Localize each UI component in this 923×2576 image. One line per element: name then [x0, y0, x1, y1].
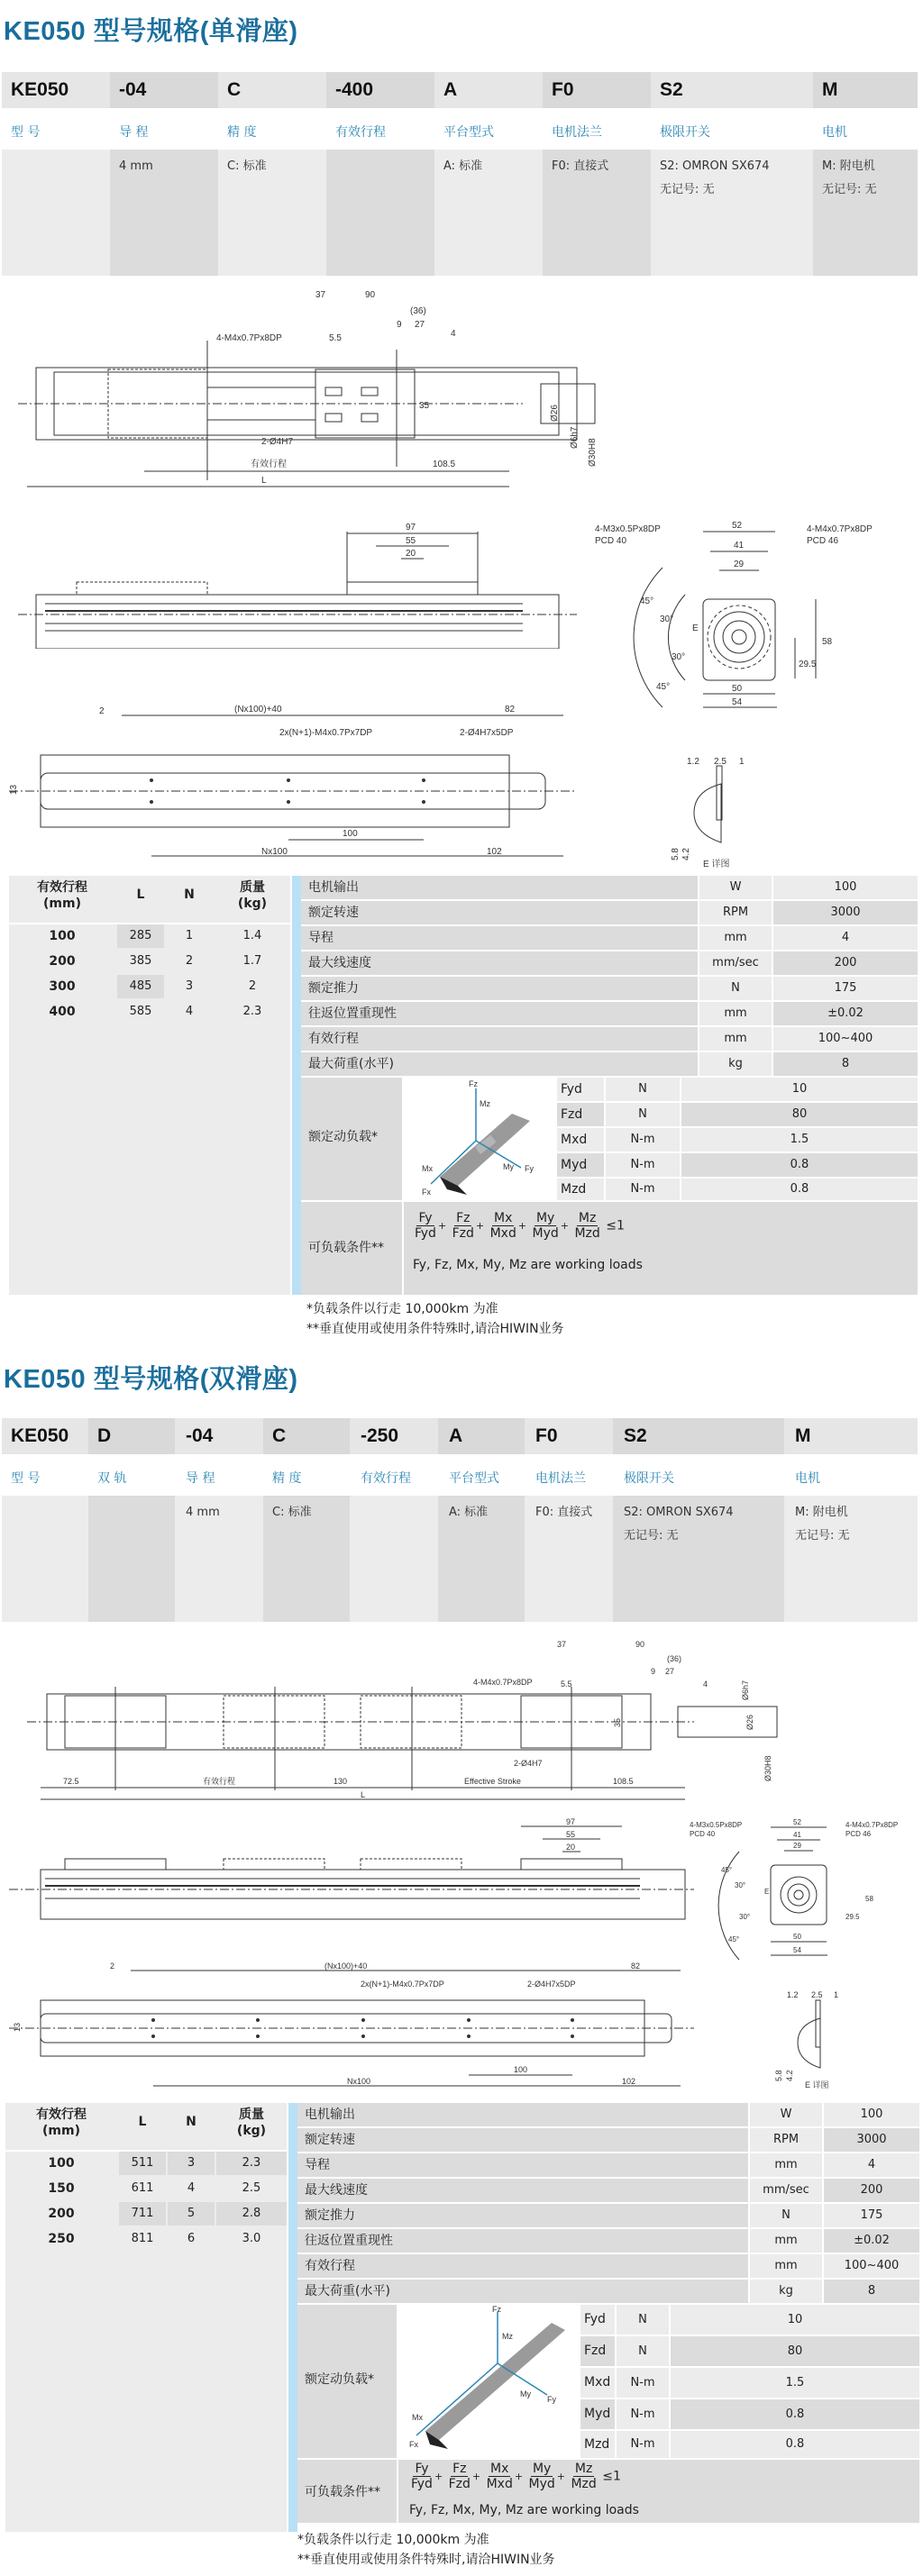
dim-effective-stroke: Effective Stroke: [464, 1777, 521, 1786]
load-axes-illustration: [398, 2305, 579, 2458]
svg-text:102: 102: [622, 2077, 636, 2086]
code-limit-switch: S2: [624, 1425, 647, 1446]
svg-text:5.8: 5.8: [774, 2070, 783, 2081]
desc-motor-1: M: 附电机: [795, 1506, 848, 1519]
spec-row: 最大荷重(水平) kg 8: [301, 1052, 918, 1076]
svg-text:2x(N+1)-M4x0.7Px7DP: 2x(N+1)-M4x0.7Px7DP: [361, 1980, 444, 1989]
table-row: 200 711 5 2.8: [5, 2202, 287, 2226]
svg-text:29: 29: [734, 560, 745, 569]
section-title: KE050 型号规格(双滑座): [4, 1365, 298, 1394]
code-limit-switch: S2: [660, 79, 683, 100]
svg-text:54: 54: [732, 697, 743, 707]
svg-text:55: 55: [406, 536, 416, 546]
svg-text:1.2: 1.2: [787, 1990, 799, 1999]
svg-text:Fy: Fy: [525, 1164, 534, 1173]
svg-text:29: 29: [793, 1842, 801, 1850]
dim-stroke: 有效行程: [251, 460, 287, 469]
table-row: 150 611 4 2.5: [48, 2181, 261, 2196]
desc-flange: F0: 直接式: [535, 1506, 593, 1519]
svg-text:PCD 40: PCD 40: [595, 536, 627, 546]
svg-text:90: 90: [635, 1640, 645, 1649]
svg-text:100: 100: [514, 2065, 528, 2074]
desc-lead: 4 mm: [119, 159, 153, 173]
svg-text:2-Ø4H7x5DP: 2-Ø4H7x5DP: [527, 1980, 576, 1989]
code-flange: F0: [535, 1425, 558, 1446]
svg-text:13: 13: [9, 784, 19, 795]
label-platform: 平台型式: [449, 1471, 499, 1486]
svg-text:4.2: 4.2: [785, 2070, 794, 2081]
load-condition-label: 可负载条件**: [308, 1241, 384, 1255]
svg-text:Ø30H8: Ø30H8: [588, 438, 598, 467]
load-note: Fy, Fz, Mx, My, Mz are working loads: [409, 2503, 639, 2517]
svg-text:35: 35: [419, 401, 430, 411]
svg-text:2x(N+1)-M4x0.7Px7DP: 2x(N+1)-M4x0.7Px7DP: [279, 728, 373, 738]
svg-text:35: 35: [613, 1717, 622, 1727]
desc-accuracy: C: 标准: [272, 1506, 312, 1519]
svg-text:90: 90: [365, 290, 376, 300]
svg-text:1: 1: [834, 1990, 839, 1999]
svg-text:54: 54: [793, 1946, 801, 1954]
svg-text:108.5: 108.5: [433, 460, 456, 469]
detail-e-caption: E 详图: [805, 2080, 829, 2089]
svg-text:2.5: 2.5: [811, 1990, 823, 1999]
code-platform: A: [443, 79, 458, 100]
label-model: 型 号: [11, 125, 41, 140]
svg-text:50: 50: [732, 684, 743, 694]
svg-text:Fy: Fy: [547, 2395, 556, 2404]
desc-limit-switch-2: 无记号: 无: [660, 183, 715, 196]
svg-text:Nx100: Nx100: [261, 847, 288, 857]
svg-text:(36): (36): [410, 306, 426, 316]
svg-text:13: 13: [13, 2022, 22, 2032]
label-motor: 电机: [822, 125, 847, 140]
svg-text:Ø6h7: Ø6h7: [570, 426, 580, 449]
dynamic-load-row: Mxd N-m 1.5: [557, 1128, 918, 1151]
svg-text:4-M4x0.7Px8DP: 4-M4x0.7Px8DP: [807, 524, 873, 534]
svg-text:4-M3x0.5Px8DP: 4-M3x0.5Px8DP: [595, 524, 661, 534]
footnote-2: **垂直使用或使用条件特殊时,请洽HIWIN业务: [297, 2553, 555, 2567]
table-row: 100 285 1 1.4: [9, 924, 290, 948]
dynamic-load-row: Mxd N-m 1.5: [580, 2368, 919, 2398]
svg-text:20: 20: [566, 1843, 576, 1852]
svg-text:(Nx100)+40: (Nx100)+40: [324, 1962, 368, 1971]
stroke-table: [9, 876, 290, 1295]
svg-text:1.2: 1.2: [687, 757, 699, 767]
svg-text:Fx: Fx: [409, 2440, 418, 2449]
svg-text:Ø30H8: Ø30H8: [763, 1755, 772, 1781]
dim-52: 52: [732, 521, 743, 531]
svg-text:58: 58: [865, 1895, 873, 1903]
spec-row: 最大线速度 mm/sec 200: [297, 2179, 919, 2202]
code-lead: -04: [186, 1425, 214, 1446]
svg-text:41: 41: [793, 1831, 801, 1839]
svg-text:27: 27: [415, 320, 425, 330]
label-limit-switch: 极限开关: [624, 1471, 674, 1486]
model-code-table: [2, 1418, 918, 1622]
dynamic-load-label: 额定动负载*: [305, 2372, 374, 2387]
svg-text:4.2: 4.2: [681, 848, 691, 860]
desc-limit-switch-1: S2: OMRON SX674: [660, 159, 770, 173]
svg-text:4-M3x0.5Px8DP: 4-M3x0.5Px8DP: [690, 1821, 743, 1829]
svg-text:30°: 30°: [735, 1881, 746, 1889]
code-dual-rail: D: [97, 1425, 112, 1446]
svg-text:55: 55: [566, 1830, 576, 1839]
model-code-table: [2, 72, 918, 276]
detail-e-caption: E 详图: [703, 860, 730, 869]
svg-text:29.5: 29.5: [799, 660, 817, 669]
svg-text:4-M4x0.7Px8DP: 4-M4x0.7Px8DP: [473, 1678, 533, 1687]
spec-row: 有效行程 mm 100~400: [297, 2254, 919, 2278]
svg-text:5.5: 5.5: [561, 1679, 572, 1689]
svg-text:PCD 40: PCD 40: [690, 1830, 716, 1838]
dynamic-load-row: Fyd N 10: [580, 2305, 919, 2335]
svg-text:有效行程: 有效行程: [203, 1777, 236, 1786]
desc-limit-switch-2: 无记号: 无: [624, 1529, 679, 1543]
svg-text:2: 2: [110, 1962, 115, 1971]
svg-text:Mx: Mx: [422, 1164, 433, 1173]
dynamic-load-row: Mzd N-m 0.8: [557, 1179, 918, 1200]
svg-text:4-M4x0.7Px8DP: 4-M4x0.7Px8DP: [216, 333, 282, 343]
svg-text:2-Ø4H7x5DP: 2-Ø4H7x5DP: [460, 728, 514, 738]
svg-text:9: 9: [651, 1667, 656, 1676]
svg-text:L: L: [261, 476, 267, 486]
footnote-1: *负载条件以行走 10,000km 为准: [306, 1302, 498, 1316]
svg-text:Nx100: Nx100: [347, 2077, 371, 2086]
svg-text:82: 82: [631, 1962, 641, 1971]
spec-row: 导程 mm 4: [297, 2153, 919, 2177]
dynamic-load-row: Myd N-m 0.8: [557, 1153, 918, 1177]
svg-text:Ø6h7: Ø6h7: [741, 1679, 750, 1700]
svg-text:82: 82: [505, 705, 516, 715]
dynamic-load-row: Myd N-m 0.8: [580, 2399, 919, 2429]
desc-motor-2: 无记号: 无: [795, 1529, 850, 1543]
svg-text:5.8: 5.8: [671, 848, 681, 860]
svg-text:97: 97: [406, 523, 416, 532]
spec-row: 额定推力 N 175: [301, 977, 918, 1000]
spec-row: 额定转速 RPM 3000: [301, 901, 918, 924]
desc-motor-2: 无记号: 无: [822, 183, 877, 196]
end-view-drawing: [685, 1811, 919, 1964]
header-mass: 质量 (kg): [236, 2107, 267, 2138]
desc-platform: A: 标准: [443, 159, 483, 173]
code-model: KE050: [11, 1425, 69, 1446]
svg-text:45°: 45°: [721, 1866, 733, 1874]
bottom-view-drawing: [0, 694, 586, 874]
svg-text:20: 20: [406, 549, 416, 559]
svg-text:(36): (36): [667, 1654, 682, 1663]
svg-text:52: 52: [793, 1818, 801, 1826]
code-accuracy: C: [272, 1425, 287, 1446]
desc-lead: 4 mm: [186, 1506, 220, 1519]
spec-row: 电机输出 W 100: [297, 2103, 919, 2126]
label-lead: 导 程: [119, 125, 149, 140]
svg-text:Ø26: Ø26: [745, 1714, 754, 1730]
code-motor: M: [795, 1425, 811, 1446]
code-stroke: -250: [361, 1425, 399, 1446]
spec-row: 往返位置重现性 mm ±0.02: [297, 2229, 919, 2253]
svg-text:5.5: 5.5: [329, 333, 342, 343]
spec-row: 导程 mm 4: [301, 926, 918, 950]
accent-bar: [292, 876, 301, 1295]
load-condition-block: [297, 2460, 919, 2523]
svg-text:2-Ø4H7: 2-Ø4H7: [261, 437, 294, 447]
header-mass: 质量 (kg): [237, 880, 268, 911]
svg-text:L: L: [361, 1790, 366, 1799]
header-stroke: 有效行程 (mm): [36, 2107, 87, 2138]
desc-flange: F0: 直接式: [552, 159, 609, 173]
svg-text:E: E: [764, 1888, 770, 1896]
load-note: Fy, Fz, Mx, My, Mz are working loads: [413, 1258, 643, 1272]
label-flange: 电机法兰: [552, 125, 602, 140]
spec-row: 往返位置重现性 mm ±0.02: [301, 1002, 918, 1025]
svg-text:130: 130: [334, 1777, 348, 1786]
table-row: 250 811 6 3.0: [48, 2232, 261, 2246]
svg-text:4: 4: [703, 1679, 708, 1689]
svg-text:72.5: 72.5: [63, 1777, 79, 1786]
spec-row: 最大线速度 mm/sec 200: [301, 951, 918, 975]
svg-text:102: 102: [487, 847, 502, 857]
svg-text:37: 37: [557, 1640, 567, 1649]
svg-text:My: My: [520, 2389, 531, 2399]
spec-row: 有效行程 mm 100~400: [301, 1027, 918, 1051]
header-n: N: [186, 2115, 196, 2129]
svg-text:50: 50: [793, 1933, 801, 1941]
svg-text:45°: 45°: [656, 682, 671, 692]
desc-platform: A: 标准: [449, 1506, 489, 1519]
svg-text:2.5: 2.5: [714, 757, 727, 767]
svg-text:45°: 45°: [728, 1935, 740, 1943]
load-formula: $\frac{Fy}{\text{Fyd}}$ + $\frac{Fz}{\text{Fzd}}$ + $\frac{Mx}{\text{Mxd}}$ + $\frac{My}{\text{Myd}}$ + $\frac{Mz}{\text{Mzd}}$ ≤1: [415, 1211, 625, 1241]
header-l: L: [136, 887, 145, 902]
spec-table: [301, 876, 918, 1295]
svg-text:Mz: Mz: [502, 2332, 513, 2341]
label-stroke: 有效行程: [361, 1471, 411, 1486]
label-lead: 导 程: [186, 1471, 215, 1486]
load-condition-label: 可负载条件**: [305, 2485, 380, 2499]
svg-text:30°: 30°: [739, 1913, 751, 1921]
dim-nx100-40: (Nx100)+40: [234, 705, 282, 715]
footnote-2: **垂直使用或使用条件特殊时,请洽HIWIN业务: [306, 1322, 564, 1336]
svg-text:Fz: Fz: [492, 2305, 501, 2314]
svg-text:1: 1: [739, 757, 745, 767]
desc-accuracy: C: 标准: [227, 159, 267, 173]
load-formula: $\frac{Fy}{\text{Fyd}}$ + $\frac{Fz}{\text{Fzd}}$ + $\frac{Mx}{\text{Mxd}}$ + $\frac{My}{\text{Myd}}$ + $\frac{Mz}{\text{Mzd}}$ ≤1: [411, 2462, 621, 2491]
dynamic-load-row: Fzd N 80: [557, 1103, 918, 1126]
svg-text:PCD 46: PCD 46: [845, 1830, 872, 1838]
table-row: 400 585 4 2.3: [49, 1005, 262, 1019]
header-l: L: [138, 2115, 147, 2129]
svg-text:100: 100: [343, 829, 358, 839]
label-motor: 电机: [795, 1471, 820, 1486]
code-accuracy: C: [227, 79, 242, 100]
end-view-drawing: [586, 505, 892, 712]
svg-text:Fz: Fz: [469, 1079, 478, 1088]
header-n: N: [184, 887, 195, 902]
svg-text:Mz: Mz: [480, 1099, 490, 1108]
label-accuracy: 精 度: [227, 125, 257, 140]
dynamic-load-block: [301, 1078, 918, 1200]
detail-e-drawing: [771, 1987, 870, 2090]
section-title: KE050 型号规格(单滑座): [4, 17, 298, 46]
svg-text:27: 27: [665, 1667, 675, 1676]
dynamic-load-row: Mzd N-m 0.8: [580, 2431, 919, 2458]
svg-text:29.5: 29.5: [845, 1913, 860, 1921]
svg-text:30°: 30°: [672, 652, 686, 662]
svg-text:My: My: [503, 1162, 514, 1171]
svg-text:45°: 45°: [640, 596, 654, 606]
desc-limit-switch-1: S2: OMRON SX674: [624, 1506, 734, 1519]
table-row: 100 511 3 2.3: [5, 2152, 287, 2175]
svg-text:Mx: Mx: [412, 2413, 423, 2422]
header-stroke: 有效行程 (mm): [37, 880, 87, 911]
label-limit-switch: 极限开关: [660, 125, 710, 140]
svg-text:108.5: 108.5: [613, 1777, 634, 1786]
desc-motor-1: M: 附电机: [822, 159, 875, 173]
dynamic-load-label: 额定动负载*: [308, 1130, 378, 1144]
top-view-drawing: [9, 1633, 784, 1804]
spec-row: 电机输出 W 100: [301, 876, 918, 899]
code-lead: -04: [119, 79, 147, 100]
table-row: 300 485 3 2: [9, 975, 290, 998]
side-view-drawing: [18, 514, 577, 649]
svg-text:30°: 30°: [660, 614, 674, 624]
svg-text:2: 2: [99, 706, 105, 716]
svg-text:PCD 46: PCD 46: [807, 536, 839, 546]
dynamic-load-row: Fyd N 10: [557, 1078, 918, 1101]
spec-row: 最大荷重(水平) kg 8: [297, 2280, 919, 2303]
code-model: KE050: [11, 79, 69, 100]
spec-row: 额定转速 RPM 3000: [297, 2128, 919, 2152]
bottom-view-drawing: [0, 1960, 703, 2095]
footnote-1: *负载条件以行走 10,000km 为准: [297, 2533, 489, 2547]
svg-text:97: 97: [566, 1817, 576, 1826]
svg-text:58: 58: [822, 637, 833, 647]
label-stroke: 有效行程: [335, 125, 386, 140]
load-axes-illustration: [404, 1078, 555, 1200]
svg-text:Ø26: Ø26: [550, 405, 560, 422]
code-platform: A: [449, 1425, 463, 1446]
load-condition-block: [301, 1202, 918, 1295]
label-model: 型 号: [11, 1471, 41, 1486]
code-motor: M: [822, 79, 838, 100]
label-accuracy: 精 度: [272, 1471, 302, 1486]
code-flange: F0: [552, 79, 574, 100]
spec-row: 额定推力 N 175: [297, 2204, 919, 2227]
svg-text:2-Ø4H7: 2-Ø4H7: [514, 1759, 543, 1768]
top-view-drawing: [18, 287, 613, 494]
detail-e-drawing: [667, 748, 775, 869]
label-flange: 电机法兰: [535, 1471, 586, 1486]
svg-text:4: 4: [451, 329, 456, 339]
svg-text:9: 9: [397, 320, 402, 330]
code-stroke: -400: [335, 79, 374, 100]
label-dual-rail: 双 轨: [97, 1471, 127, 1486]
svg-text:4-M4x0.7Px8DP: 4-M4x0.7Px8DP: [845, 1821, 899, 1829]
spec-table: [297, 2103, 919, 2532]
accent-bar: [288, 2103, 297, 2532]
svg-text:37: 37: [315, 290, 326, 300]
svg-text:E: E: [692, 624, 699, 633]
table-row: 200 385 2 1.7: [49, 954, 262, 969]
side-view-drawing: [9, 1816, 694, 1924]
svg-text:Fx: Fx: [422, 1188, 431, 1197]
dynamic-load-row: Fzd N 80: [580, 2336, 919, 2366]
stroke-table: [5, 2103, 287, 2532]
dynamic-load-block: [297, 2305, 919, 2458]
label-platform: 平台型式: [443, 125, 494, 140]
svg-text:41: 41: [734, 541, 745, 551]
